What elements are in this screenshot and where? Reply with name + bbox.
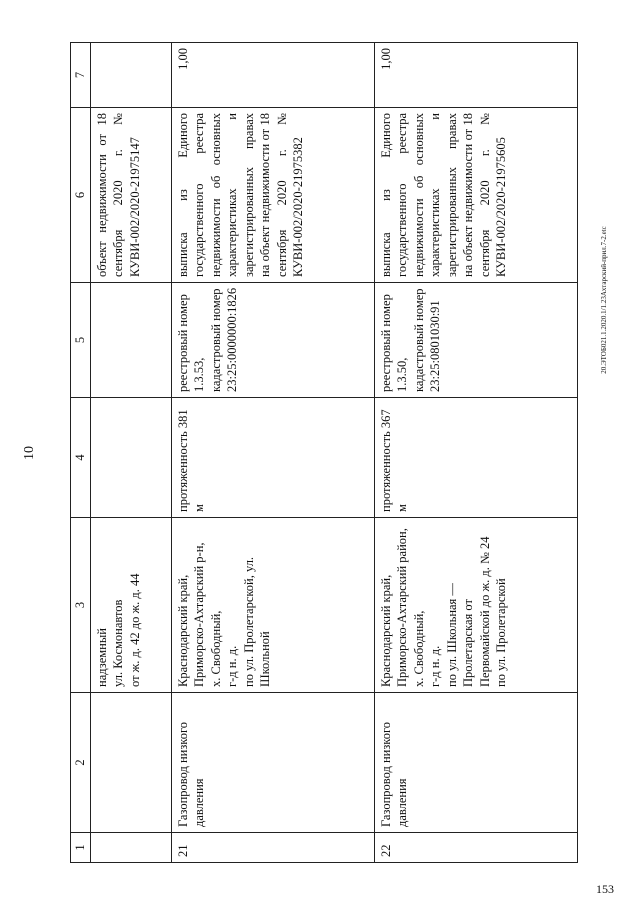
- cell-share: 1,00: [171, 43, 374, 108]
- cell-share: 1,00: [374, 43, 577, 108]
- column-header-5: 5: [71, 283, 91, 398]
- cell-share: [90, 43, 171, 108]
- column-header-3: 3: [71, 518, 91, 693]
- document-side-code: 20.ЭТОБ021.1.2020.1/1.23Ахтарский-прил.7-2.etc: [600, 226, 608, 374]
- cell-registry: реестровый номер 1.3.53, кадастровый номер 23:25:0000000:1826: [171, 283, 374, 398]
- cell-length: протяженность 367 м: [374, 398, 577, 518]
- column-header-7: 7: [71, 43, 91, 108]
- cell-document: объект недвижимости от 18 сентября 2020 г. № КУВИ-002/2020-21975147: [90, 108, 171, 283]
- cell-length: [90, 398, 171, 518]
- column-header-6: 6: [71, 108, 91, 283]
- table-row: [374, 43, 577, 863]
- rotated-table-container: [70, 43, 570, 863]
- header-row: [71, 43, 91, 863]
- cell-address: надземный ул. Космонавтов от ж. д. 42 до ж. д. 44: [90, 518, 171, 693]
- column-header-1: 1: [71, 833, 91, 863]
- column-header-2: 2: [71, 693, 91, 833]
- table-row: [171, 43, 374, 863]
- cell-registry: реестровый номер 1.3.50, кадастровый номер 23:25:0801030:91: [374, 283, 577, 398]
- column-header-4: 4: [71, 398, 91, 518]
- page-header-number: 10: [22, 446, 37, 460]
- cell-name: Газопровод низкого давления: [374, 693, 577, 833]
- cell-name: Газопровод низкого давления: [171, 693, 374, 833]
- cell-number: 21: [171, 833, 374, 863]
- table-row-continuation: [90, 43, 171, 863]
- page-footer-number: 153: [596, 882, 614, 896]
- cell-address: Краснодарский край, Приморско-Ахтарский район, х. Свободный, г-д н. д. по ул. Школьная — Пролетарская от Первомайской до ж. д. № 24 по ул. Пролетарской: [374, 518, 577, 693]
- cell-address: Краснодарский край, Приморско-Ахтарский р-н, х. Свободный, г-д н. д. по ул. Пролетарской, ул. Школьной: [171, 518, 374, 693]
- cell-document: выписка из Единого государственного реестра недвижимости об основных характеристиках и зарегистрированных правах на объект недвижимости от 18 сентября 2020 г. № КУВИ-002/2020-21975605: [374, 108, 577, 283]
- cell-registry: [90, 283, 171, 398]
- cell-document: выписка из Единого государственного реестра недвижимости об основных характеристиках и зарегистрированных правах на объект недвижимости от 18 сентября 2020 г. № КУВИ-002/2020-21975382: [171, 108, 374, 283]
- property-table: [70, 42, 578, 863]
- cell-number: [90, 833, 171, 863]
- cell-name: [90, 693, 171, 833]
- cell-number: 22: [374, 833, 577, 863]
- cell-length: протяженность 381 м: [171, 398, 374, 518]
